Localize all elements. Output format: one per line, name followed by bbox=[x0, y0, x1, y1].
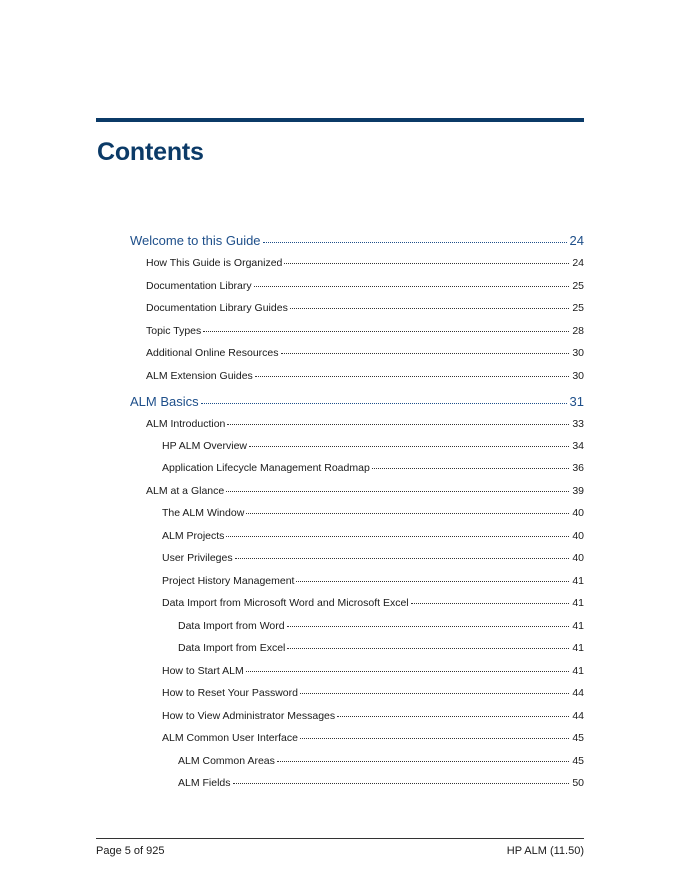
toc-entry[interactable] bbox=[162, 665, 584, 677]
toc-dot-leader bbox=[296, 581, 569, 582]
toc-dot-leader bbox=[201, 403, 567, 404]
toc-dot-leader bbox=[203, 331, 569, 332]
toc-entry-page: 30 bbox=[572, 370, 584, 382]
toc-dot-leader bbox=[233, 783, 570, 784]
toc-dot-leader bbox=[300, 738, 569, 739]
toc-entry-title: Project History Management bbox=[162, 575, 295, 587]
toc-dot-leader bbox=[372, 468, 570, 469]
toc-entry-title: How to Reset Your Password bbox=[162, 687, 298, 699]
toc-entry-page: 34 bbox=[572, 440, 584, 452]
toc-entry-page: 24 bbox=[572, 257, 584, 269]
toc-entry[interactable] bbox=[178, 642, 584, 654]
toc-entry-title: Application Lifecycle Management Roadmap bbox=[162, 462, 370, 474]
toc-entry-title: ALM Basics bbox=[130, 394, 199, 409]
toc-entry-page: 25 bbox=[572, 280, 584, 292]
toc-entry[interactable] bbox=[146, 370, 584, 382]
toc-entry[interactable] bbox=[162, 597, 584, 609]
toc-entry-page: 45 bbox=[572, 732, 584, 744]
toc-entry-title: ALM Introduction bbox=[146, 418, 226, 430]
toc-entry[interactable] bbox=[146, 257, 584, 269]
toc-dot-leader bbox=[246, 671, 570, 672]
toc-dot-leader bbox=[300, 693, 569, 694]
toc-entry[interactable] bbox=[178, 620, 584, 632]
toc-entry-page: 41 bbox=[572, 597, 584, 609]
page-title: Contents bbox=[97, 138, 204, 166]
toc-entry-title: Welcome to this Guide bbox=[130, 233, 261, 248]
footer-product: HP ALM (11.50) bbox=[506, 845, 584, 857]
toc-dot-leader bbox=[281, 353, 570, 354]
toc-entry[interactable] bbox=[146, 418, 584, 430]
toc-entry[interactable] bbox=[162, 710, 584, 722]
toc-dot-leader bbox=[227, 424, 569, 425]
toc-entry-title: Additional Online Resources bbox=[146, 347, 279, 359]
toc-entry-title: Topic Types bbox=[146, 325, 202, 337]
toc-dot-leader bbox=[254, 286, 570, 287]
toc-entry-page: 45 bbox=[572, 755, 584, 767]
toc-entry-title: HP ALM Overview bbox=[162, 440, 247, 452]
toc-entry[interactable] bbox=[162, 575, 584, 587]
toc-dot-leader bbox=[226, 491, 569, 492]
toc-entry[interactable] bbox=[146, 347, 584, 359]
toc-entry-page: 25 bbox=[572, 302, 584, 314]
toc-entry-page: 41 bbox=[572, 642, 584, 654]
toc-entry-page: 44 bbox=[572, 687, 584, 699]
toc-entry[interactable] bbox=[162, 462, 584, 474]
footer-rule bbox=[96, 838, 584, 839]
toc-entry-page: 24 bbox=[569, 233, 584, 248]
toc-dot-leader bbox=[277, 761, 569, 762]
toc-entry-page: 41 bbox=[572, 575, 584, 587]
toc-entry-title: How This Guide is Organized bbox=[146, 257, 283, 269]
toc-entry-page: 50 bbox=[572, 777, 584, 789]
toc-entry[interactable] bbox=[146, 280, 584, 292]
toc-entry[interactable] bbox=[178, 755, 584, 767]
toc-entry-page: 44 bbox=[572, 710, 584, 722]
toc-entry[interactable] bbox=[146, 485, 584, 497]
toc-entry-title: ALM Fields bbox=[178, 777, 231, 789]
toc-entry-title: ALM Common User Interface bbox=[162, 732, 298, 744]
footer-page-info: Page 5 of 925 bbox=[96, 845, 165, 857]
toc-dot-leader bbox=[287, 626, 570, 627]
toc-entry-title: How to Start ALM bbox=[162, 665, 244, 677]
toc-entry[interactable] bbox=[146, 302, 584, 314]
toc-dot-leader bbox=[284, 263, 569, 264]
toc-entry-page: 36 bbox=[572, 462, 584, 474]
toc-entry-page: 33 bbox=[572, 418, 584, 430]
toc-dot-leader bbox=[337, 716, 569, 717]
toc-entry[interactable] bbox=[130, 233, 584, 248]
toc-entry-title: ALM Extension Guides bbox=[146, 370, 253, 382]
toc-entry-title: ALM Projects bbox=[162, 530, 225, 542]
toc-entry-title: The ALM Window bbox=[162, 507, 245, 519]
header-rule bbox=[96, 118, 584, 122]
toc-entry-page: 40 bbox=[572, 530, 584, 542]
toc-entry[interactable] bbox=[178, 777, 584, 789]
toc-entry-page: 41 bbox=[572, 665, 584, 677]
toc-dot-leader bbox=[263, 242, 567, 243]
toc-entry-title: ALM Common Areas bbox=[178, 755, 275, 767]
toc-entry-page: 41 bbox=[572, 620, 584, 632]
toc-entry[interactable] bbox=[162, 687, 584, 699]
toc-dot-leader bbox=[249, 446, 569, 447]
toc-entry-title: Documentation Library bbox=[146, 280, 252, 292]
toc-entry-page: 40 bbox=[572, 552, 584, 564]
toc-entry[interactable] bbox=[130, 394, 584, 409]
toc-entry-page: 39 bbox=[572, 485, 584, 497]
toc-entry[interactable] bbox=[162, 507, 584, 519]
toc-entry-title: Data Import from Microsoft Word and Microsoft Excel bbox=[162, 597, 409, 609]
toc-entry-title: Documentation Library Guides bbox=[146, 302, 288, 314]
toc-entry[interactable] bbox=[162, 552, 584, 564]
toc-entry[interactable] bbox=[162, 732, 584, 744]
toc-entry-title: How to View Administrator Messages bbox=[162, 710, 336, 722]
toc-entry-title: ALM at a Glance bbox=[146, 485, 225, 497]
toc-entry-page: 31 bbox=[569, 394, 584, 409]
toc-entry[interactable] bbox=[146, 325, 584, 337]
toc-entry-title: User Privileges bbox=[162, 552, 233, 564]
toc-entry[interactable] bbox=[162, 440, 584, 452]
toc-dot-leader bbox=[290, 308, 569, 309]
toc-dot-leader bbox=[411, 603, 570, 604]
toc-dot-leader bbox=[226, 536, 569, 537]
toc-entry[interactable] bbox=[162, 530, 584, 542]
toc-dot-leader bbox=[235, 558, 570, 559]
toc-dot-leader bbox=[255, 376, 570, 377]
toc-entry-page: 40 bbox=[572, 507, 584, 519]
toc-entry-page: 30 bbox=[572, 347, 584, 359]
toc-dot-leader bbox=[246, 513, 569, 514]
toc-entry-title: Data Import from Word bbox=[178, 620, 285, 632]
toc-entry-title: Data Import from Excel bbox=[178, 642, 286, 654]
toc-entry-page: 28 bbox=[572, 325, 584, 337]
toc-dot-leader bbox=[287, 648, 569, 649]
